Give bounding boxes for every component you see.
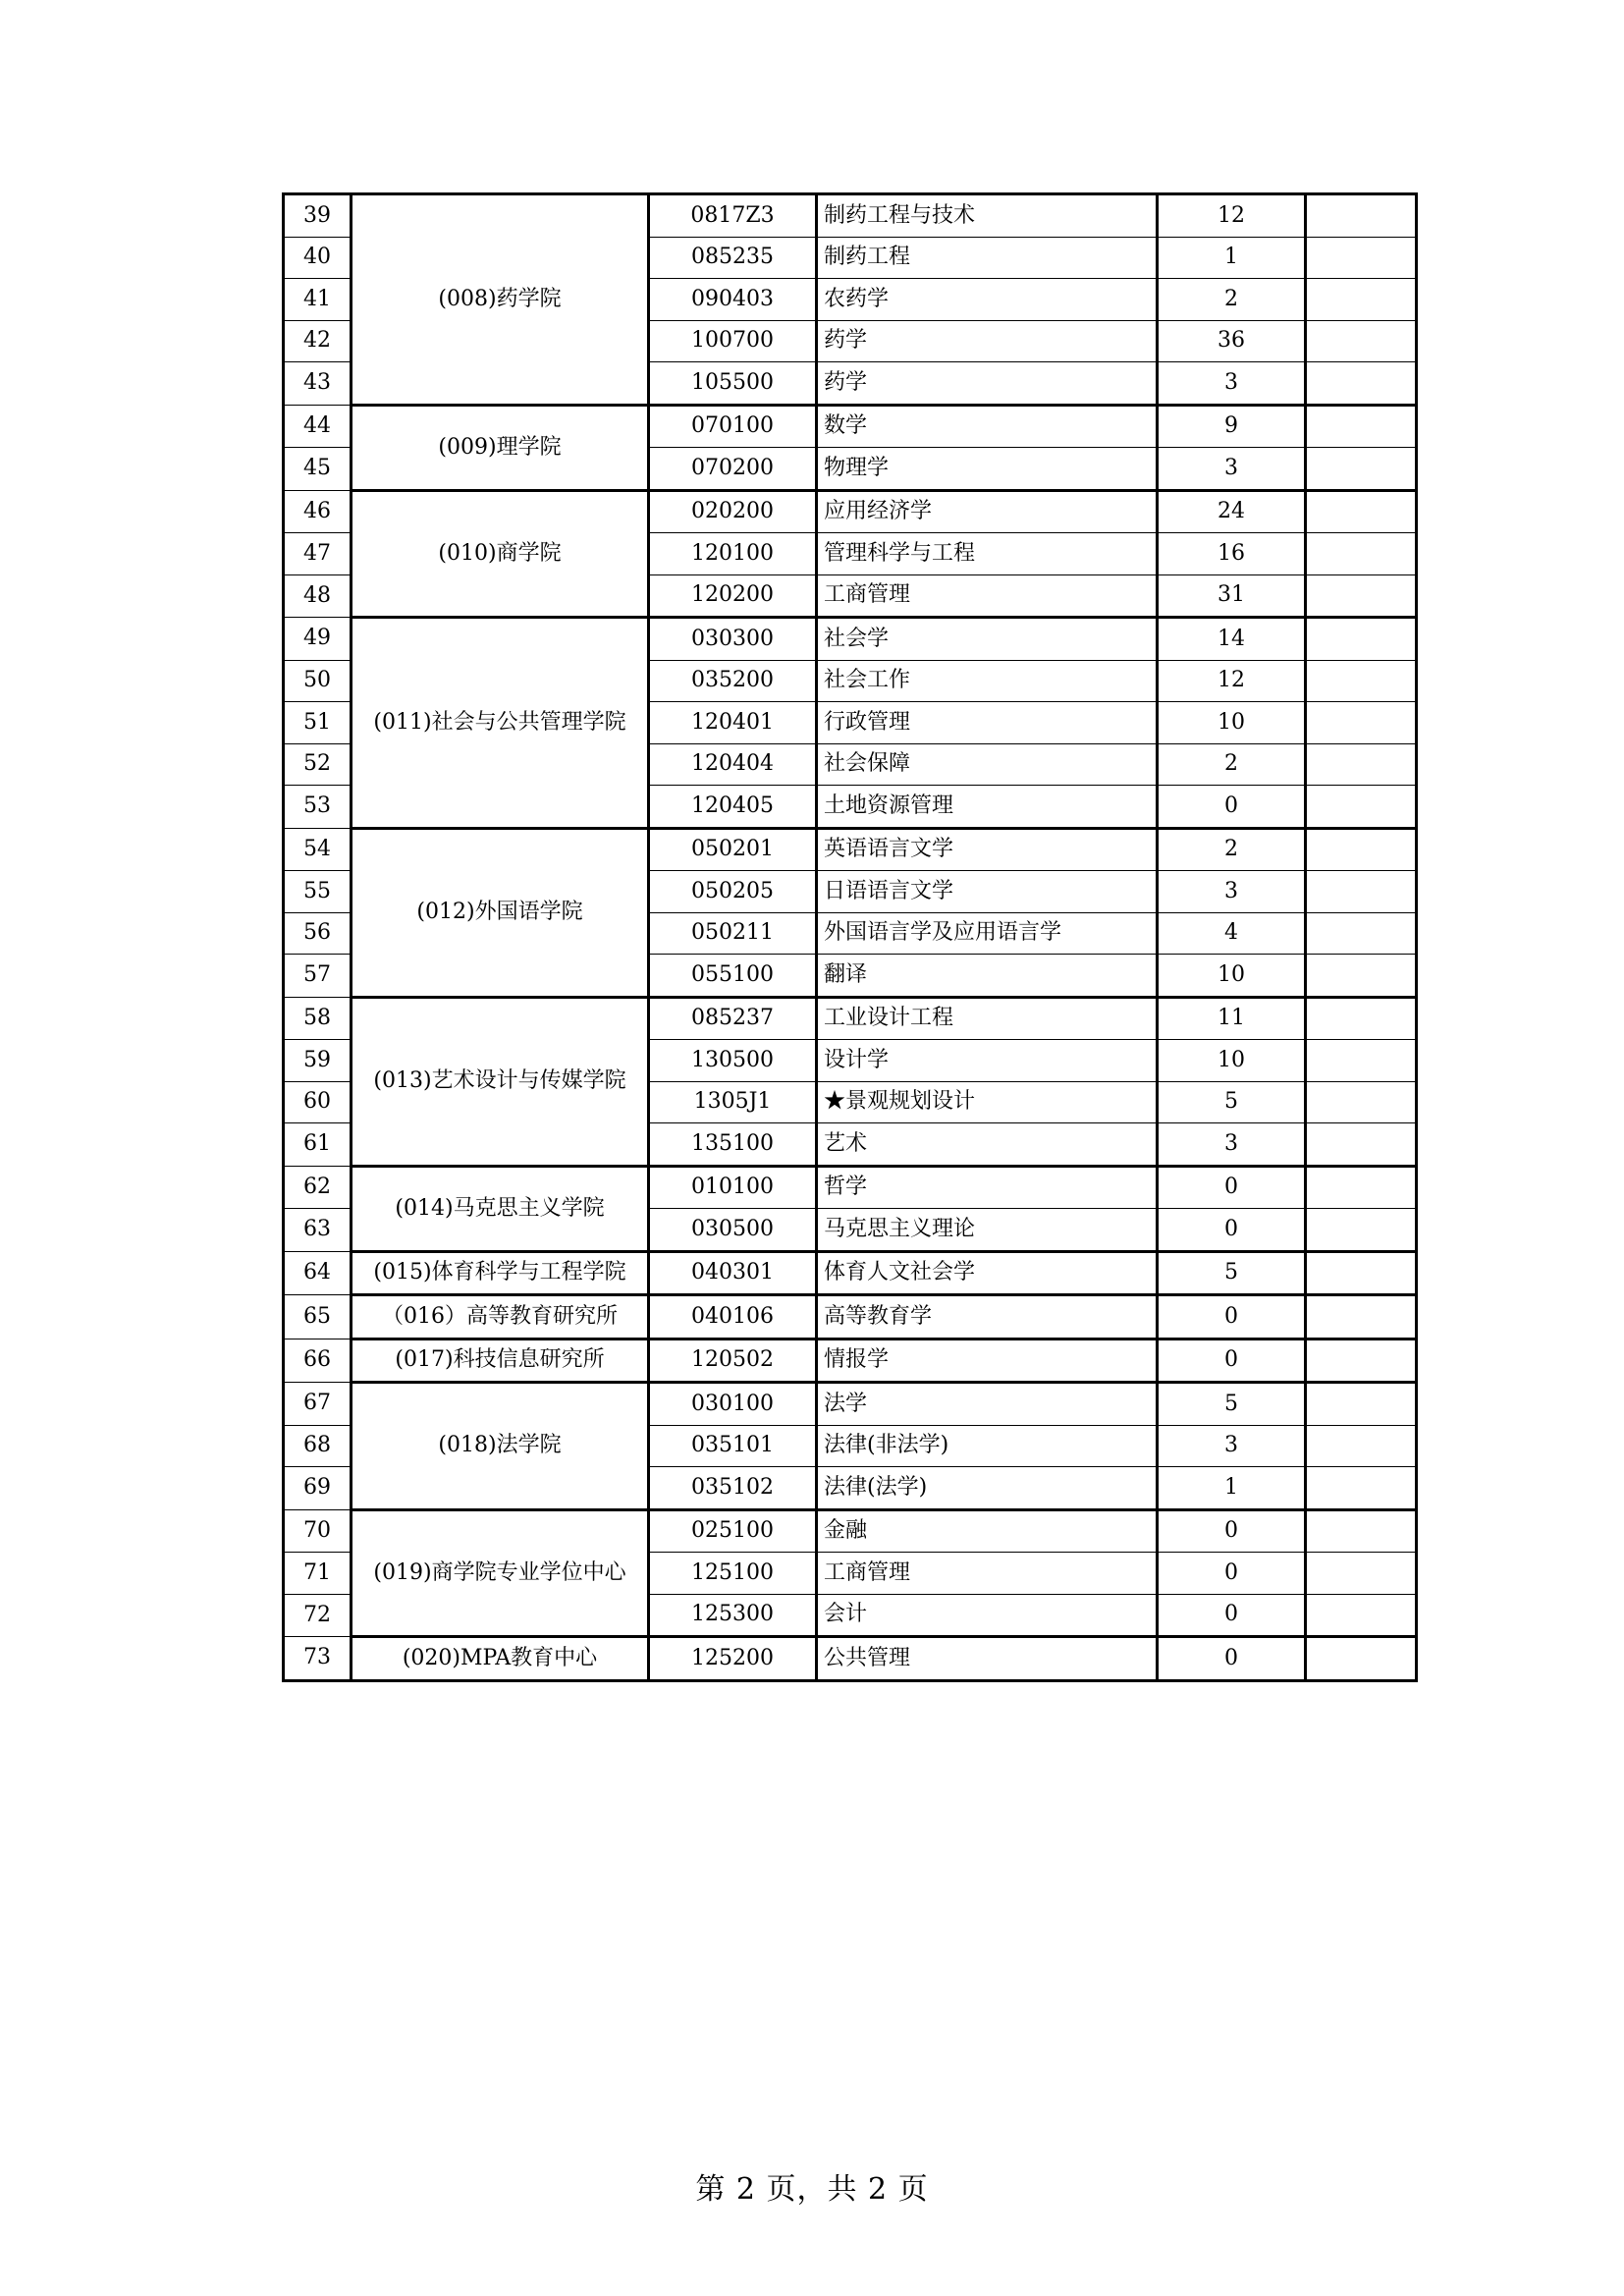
row-number-cell: 49 [284, 618, 352, 661]
remarks-cell [1306, 702, 1417, 744]
major-name-cell: 艺术 [817, 1123, 1158, 1167]
department-cell: (015)体育科学与工程学院 [352, 1251, 649, 1295]
department-cell: （016）高等教育研究所 [352, 1295, 649, 1339]
major-code-cell: 030100 [649, 1383, 817, 1426]
major-name-cell: ★景观规划设计 [817, 1081, 1158, 1123]
major-code-cell: 090403 [649, 279, 817, 321]
department-cell: (020)MPA教育中心 [352, 1637, 649, 1681]
major-code-cell: 125200 [649, 1637, 817, 1681]
quota-cell: 0 [1158, 1295, 1306, 1339]
quota-cell: 12 [1158, 660, 1306, 702]
major-name-cell: 社会学 [817, 618, 1158, 661]
enrollment-table [282, 192, 1418, 1682]
quota-cell: 5 [1158, 1081, 1306, 1123]
major-name-cell: 法学 [817, 1383, 1158, 1426]
major-name-cell: 药学 [817, 362, 1158, 406]
major-name-cell: 法律(法学) [817, 1467, 1158, 1510]
major-code-cell: 085237 [649, 997, 817, 1040]
major-code-cell: 100700 [649, 320, 817, 362]
row-number-cell: 73 [284, 1637, 352, 1681]
quota-cell: 3 [1158, 1123, 1306, 1167]
department-cell: (009)理学院 [352, 405, 649, 490]
remarks-cell [1306, 786, 1417, 829]
quota-cell: 3 [1158, 1425, 1306, 1467]
quota-cell: 0 [1158, 1553, 1306, 1595]
major-code-cell: 050211 [649, 912, 817, 955]
remarks-cell [1306, 871, 1417, 913]
major-name-cell: 翻译 [817, 955, 1158, 998]
major-name-cell: 哲学 [817, 1166, 1158, 1209]
department-cell: (012)外国语学院 [352, 828, 649, 997]
row-number-cell: 43 [284, 362, 352, 406]
row-number-cell: 61 [284, 1123, 352, 1167]
major-code-cell: 120100 [649, 533, 817, 575]
major-name-cell: 法律(非法学) [817, 1425, 1158, 1467]
table-row [284, 1295, 1417, 1339]
major-code-cell: 055100 [649, 955, 817, 998]
quota-cell: 0 [1158, 1594, 1306, 1637]
quota-cell: 0 [1158, 786, 1306, 829]
remarks-cell [1306, 1040, 1417, 1082]
major-code-cell: 120502 [649, 1339, 817, 1383]
row-number-cell: 71 [284, 1553, 352, 1595]
table-row [284, 997, 1417, 1040]
major-code-cell: 030500 [649, 1209, 817, 1252]
major-name-cell: 行政管理 [817, 702, 1158, 744]
department-cell: (018)法学院 [352, 1383, 649, 1510]
remarks-cell [1306, 828, 1417, 871]
row-number-cell: 63 [284, 1209, 352, 1252]
major-code-cell: 050201 [649, 828, 817, 871]
major-name-cell: 公共管理 [817, 1637, 1158, 1681]
row-number-cell: 54 [284, 828, 352, 871]
quota-cell: 16 [1158, 533, 1306, 575]
major-code-cell: 040106 [649, 1295, 817, 1339]
remarks-cell [1306, 1509, 1417, 1553]
row-number-cell: 53 [284, 786, 352, 829]
table-row [284, 618, 1417, 661]
major-name-cell: 工商管理 [817, 574, 1158, 618]
major-code-cell: 0817Z3 [649, 194, 817, 238]
major-name-cell: 数学 [817, 405, 1158, 448]
row-number-cell: 50 [284, 660, 352, 702]
major-code-cell: 120200 [649, 574, 817, 618]
page-footer: 第 2 页，共 2 页 [695, 2172, 929, 2207]
major-name-cell: 制药工程 [817, 237, 1158, 279]
row-number-cell: 56 [284, 912, 352, 955]
department-cell: (017)科技信息研究所 [352, 1339, 649, 1383]
major-name-cell: 马克思主义理论 [817, 1209, 1158, 1252]
major-name-cell: 设计学 [817, 1040, 1158, 1082]
quota-cell: 10 [1158, 955, 1306, 998]
row-number-cell: 72 [284, 1594, 352, 1637]
row-number-cell: 51 [284, 702, 352, 744]
row-number-cell: 48 [284, 574, 352, 618]
major-name-cell: 社会工作 [817, 660, 1158, 702]
major-code-cell: 120405 [649, 786, 817, 829]
quota-cell: 0 [1158, 1166, 1306, 1209]
remarks-cell [1306, 574, 1417, 618]
major-name-cell: 社会保障 [817, 743, 1158, 786]
major-name-cell: 工商管理 [817, 1553, 1158, 1595]
table-row [284, 1637, 1417, 1681]
quota-cell: 0 [1158, 1339, 1306, 1383]
remarks-cell [1306, 1467, 1417, 1510]
row-number-cell: 45 [284, 448, 352, 491]
remarks-cell [1306, 320, 1417, 362]
row-number-cell: 64 [284, 1251, 352, 1295]
major-name-cell: 农药学 [817, 279, 1158, 321]
remarks-cell [1306, 1637, 1417, 1681]
table-row [284, 1251, 1417, 1295]
row-number-cell: 66 [284, 1339, 352, 1383]
major-code-cell: 135100 [649, 1123, 817, 1167]
major-name-cell: 情报学 [817, 1339, 1158, 1383]
row-number-cell: 41 [284, 279, 352, 321]
quota-cell: 12 [1158, 194, 1306, 238]
table-row [284, 405, 1417, 448]
remarks-cell [1306, 1594, 1417, 1637]
quota-cell: 4 [1158, 912, 1306, 955]
row-number-cell: 67 [284, 1383, 352, 1426]
quota-cell: 3 [1158, 871, 1306, 913]
major-code-cell: 1305J1 [649, 1081, 817, 1123]
row-number-cell: 60 [284, 1081, 352, 1123]
major-name-cell: 应用经济学 [817, 490, 1158, 533]
remarks-cell [1306, 1553, 1417, 1595]
row-number-cell: 69 [284, 1467, 352, 1510]
row-number-cell: 65 [284, 1295, 352, 1339]
quota-cell: 10 [1158, 702, 1306, 744]
department-cell: (010)商学院 [352, 490, 649, 618]
quota-cell: 9 [1158, 405, 1306, 448]
row-number-cell: 52 [284, 743, 352, 786]
major-name-cell: 制药工程与技术 [817, 194, 1158, 238]
remarks-cell [1306, 237, 1417, 279]
row-number-cell: 59 [284, 1040, 352, 1082]
department-cell: (019)商学院专业学位中心 [352, 1509, 649, 1637]
major-name-cell: 工业设计工程 [817, 997, 1158, 1040]
department-cell: (011)社会与公共管理学院 [352, 618, 649, 829]
remarks-cell [1306, 1425, 1417, 1467]
remarks-cell [1306, 1123, 1417, 1167]
quota-cell: 11 [1158, 997, 1306, 1040]
major-code-cell: 035101 [649, 1425, 817, 1467]
table-row [284, 490, 1417, 533]
row-number-cell: 57 [284, 955, 352, 998]
remarks-cell [1306, 660, 1417, 702]
table-row [284, 828, 1417, 871]
major-name-cell: 高等教育学 [817, 1295, 1158, 1339]
table-row [284, 1383, 1417, 1426]
major-code-cell: 030300 [649, 618, 817, 661]
enrollment-table-body [284, 194, 1417, 1681]
major-code-cell: 050205 [649, 871, 817, 913]
remarks-cell [1306, 1081, 1417, 1123]
row-number-cell: 58 [284, 997, 352, 1040]
major-name-cell: 土地资源管理 [817, 786, 1158, 829]
major-code-cell: 120404 [649, 743, 817, 786]
major-code-cell: 105500 [649, 362, 817, 406]
major-name-cell: 体育人文社会学 [817, 1251, 1158, 1295]
quota-cell: 5 [1158, 1251, 1306, 1295]
department-cell: (013)艺术设计与传媒学院 [352, 997, 649, 1166]
remarks-cell [1306, 955, 1417, 998]
remarks-cell [1306, 912, 1417, 955]
row-number-cell: 62 [284, 1166, 352, 1209]
major-code-cell: 070200 [649, 448, 817, 491]
quota-cell: 24 [1158, 490, 1306, 533]
quota-cell: 10 [1158, 1040, 1306, 1082]
major-code-cell: 120401 [649, 702, 817, 744]
major-code-cell: 020200 [649, 490, 817, 533]
quota-cell: 1 [1158, 1467, 1306, 1510]
quota-cell: 2 [1158, 743, 1306, 786]
quota-cell: 3 [1158, 362, 1306, 406]
major-code-cell: 035102 [649, 1467, 817, 1510]
table-row [284, 194, 1417, 238]
quota-cell: 0 [1158, 1209, 1306, 1252]
major-name-cell: 药学 [817, 320, 1158, 362]
remarks-cell [1306, 1209, 1417, 1252]
table-row [284, 1509, 1417, 1553]
quota-cell: 2 [1158, 828, 1306, 871]
table-row [284, 1166, 1417, 1209]
major-code-cell: 125100 [649, 1553, 817, 1595]
quota-cell: 14 [1158, 618, 1306, 661]
remarks-cell [1306, 997, 1417, 1040]
remarks-cell [1306, 533, 1417, 575]
remarks-cell [1306, 362, 1417, 406]
row-number-cell: 40 [284, 237, 352, 279]
row-number-cell: 39 [284, 194, 352, 238]
major-name-cell: 会计 [817, 1594, 1158, 1637]
major-name-cell: 日语语言文学 [817, 871, 1158, 913]
remarks-cell [1306, 1339, 1417, 1383]
remarks-cell [1306, 194, 1417, 238]
quota-cell: 0 [1158, 1637, 1306, 1681]
remarks-cell [1306, 1166, 1417, 1209]
major-name-cell: 管理科学与工程 [817, 533, 1158, 575]
remarks-cell [1306, 405, 1417, 448]
major-code-cell: 025100 [649, 1509, 817, 1553]
quota-cell: 0 [1158, 1509, 1306, 1553]
remarks-cell [1306, 1383, 1417, 1426]
quota-cell: 31 [1158, 574, 1306, 618]
remarks-cell [1306, 1251, 1417, 1295]
remarks-cell [1306, 618, 1417, 661]
major-name-cell: 英语语言文学 [817, 828, 1158, 871]
row-number-cell: 44 [284, 405, 352, 448]
major-code-cell: 040301 [649, 1251, 817, 1295]
department-cell: (014)马克思主义学院 [352, 1166, 649, 1251]
table-row [284, 1339, 1417, 1383]
major-name-cell: 金融 [817, 1509, 1158, 1553]
quota-cell: 2 [1158, 279, 1306, 321]
major-code-cell: 010100 [649, 1166, 817, 1209]
row-number-cell: 47 [284, 533, 352, 575]
quota-cell: 36 [1158, 320, 1306, 362]
remarks-cell [1306, 743, 1417, 786]
quota-cell: 5 [1158, 1383, 1306, 1426]
quota-cell: 1 [1158, 237, 1306, 279]
department-cell: (008)药学院 [352, 194, 649, 406]
remarks-cell [1306, 279, 1417, 321]
row-number-cell: 70 [284, 1509, 352, 1553]
remarks-cell [1306, 448, 1417, 491]
major-code-cell: 125300 [649, 1594, 817, 1637]
remarks-cell [1306, 1295, 1417, 1339]
remarks-cell [1306, 490, 1417, 533]
quota-cell: 3 [1158, 448, 1306, 491]
major-code-cell: 130500 [649, 1040, 817, 1082]
major-code-cell: 085235 [649, 237, 817, 279]
row-number-cell: 42 [284, 320, 352, 362]
major-name-cell: 外国语言学及应用语言学 [817, 912, 1158, 955]
row-number-cell: 55 [284, 871, 352, 913]
row-number-cell: 68 [284, 1425, 352, 1467]
row-number-cell: 46 [284, 490, 352, 533]
major-name-cell: 物理学 [817, 448, 1158, 491]
major-code-cell: 070100 [649, 405, 817, 448]
major-code-cell: 035200 [649, 660, 817, 702]
